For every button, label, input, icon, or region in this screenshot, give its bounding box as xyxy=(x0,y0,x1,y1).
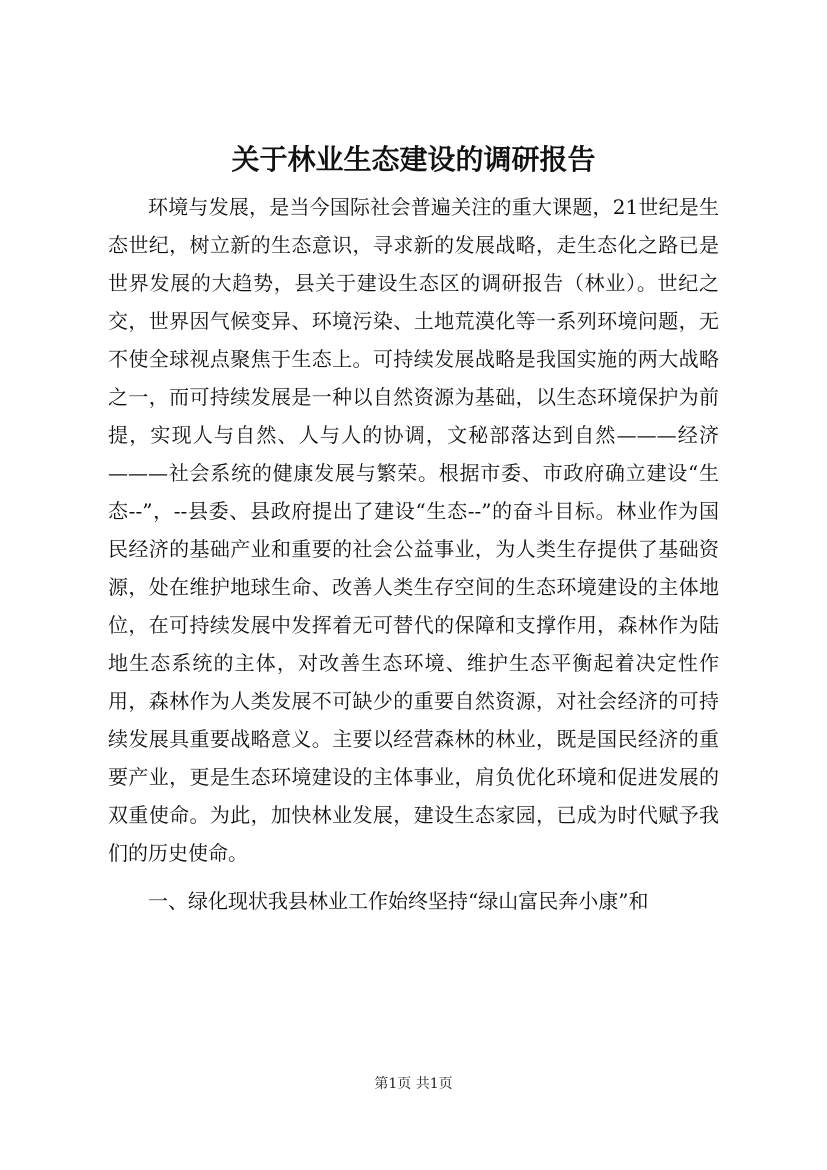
body-paragraph-2: 一、绿化现状我县林业工作始终坚持“绿山富民奔小康”和 xyxy=(148,889,649,913)
body-paragraph-1: 环境与发展，是当今国际社会普遍关注的重大课题，21世纪是生态世纪，树立新的生态意识，寻求新的发展战略，走生态化之路已是世界发展的大趋势，县关于建设生态区的调研报告（林业）。世纪之交，世界因气候变异、环境污染、土地荒漠化等一系列环境问题，无不使全球视点聚焦于生态上。可持续发展战略是我国实施的两大战略之一，而可持续发展是一种以自然资源为基础，以生态环境保护为前提，实现人与自然、人与人的协调，文秘部落达到自然———经济———社会系统的健康发展与繁荣。根据市委、市政府确立建设“生态--”，--县委、县政府提出了建设“生态--”的奋斗目标。林业作为国民经济的基础产业和重要的社会公益事业，为人类生存提供了基础资源，处在维护地球生命、改善人类生存空间的生态环境建设的主体地位，在可持续发展中发挥着无可替代的保障和支撑作用，森林作为陆地生态系统的主体，对改善生态环境、维护生态平衡起着决定性作用，森林作为人类发展不可缺少的重要自然资源，对社会经济的可持续发展具重要战略意义。主要以经营森林的林业，既是国民经济的重要产业，更是生态环境建设的主体事业，肩负优化环境和促进发展的双重使命。为此，加快林业发展，建设生态家园，已成为时代赋予我们的历史使命。 xyxy=(108,195,719,865)
document-title: 关于林业生态建设的调研报告 xyxy=(231,143,596,176)
page-footer: 第1页 共1页 xyxy=(374,1076,453,1092)
